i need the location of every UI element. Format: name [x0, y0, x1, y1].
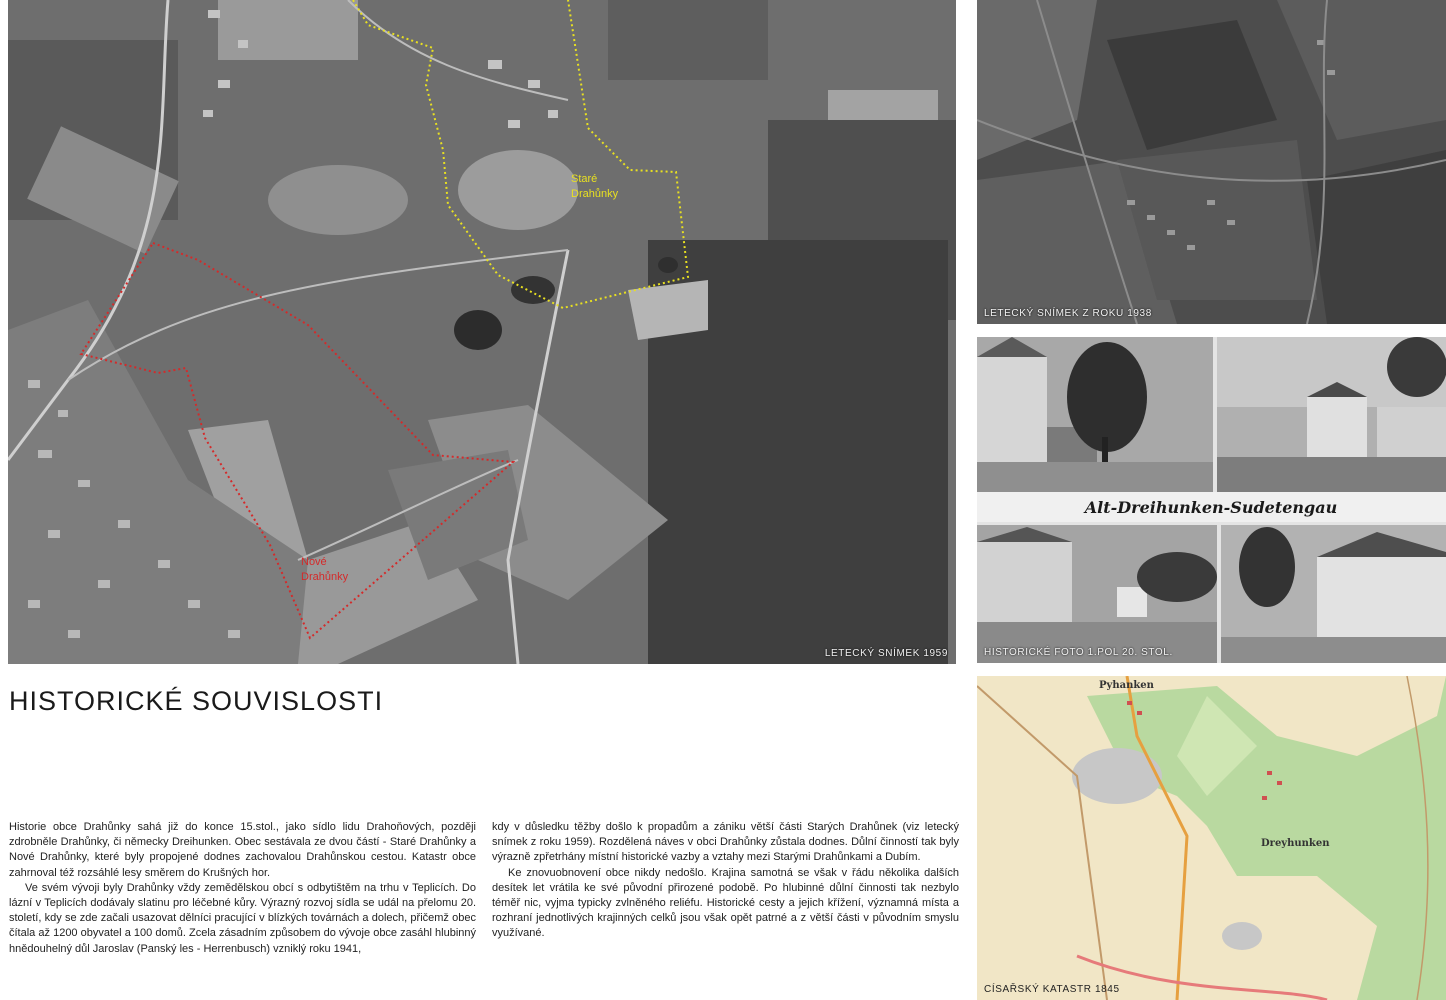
aerial-photo-1959-image — [8, 0, 956, 664]
paragraph: kdy v důsledku těžby došlo k propadům a zániku větší části Starých Drahůnek (viz letecký snímek z roku 1959). Rozdělená náves v obci Drahůnky zůstala dodnes. Důlní činností tak byly výrazně zpřetrhány místní historické vazby a vztahy mezi Starými Drahůnkami a Dubím. — [492, 821, 959, 864]
map-label-pyhanken: Pyhanken — [1099, 680, 1154, 691]
imperial-cadastre-map-image — [977, 676, 1446, 1000]
paragraph: Historie obce Drahůnky sahá již do konce 15.stol., jako sídlo lidu Drahoňových, později zdrobněle Drahůnky, či německy Dreihunken. Obec sestávala ze dvou částí - Staré Drahůnky a Nové Drahůnky, které byly propojené dodnes zachovalou Drahůnskou cestou. Katastr obce zahrnoval též rozsáhlé lesy směrem do Krušných hor. — [9, 821, 476, 879]
caption-cadastre: CÍSAŘSKÝ KATASTR 1845 — [984, 984, 1120, 995]
aerial-photo-1938 — [977, 0, 1446, 324]
text-column-2 — [492, 820, 959, 942]
label-nove-drahunky-line1: Nové — [301, 556, 327, 568]
postcard-banner-text: Alt-Dreihunken-Sudetengau — [1084, 498, 1338, 517]
historic-postcard — [977, 337, 1446, 663]
paragraph: Ve svém vývoji byly Drahůnky vždy zemědělskou obcí s odbytištěm na trhu v Teplicích. Do lázní v Teplicích dodávaly slatinu pro léčebné kůry. Výrazný rozvoj sídla se udál na přelomu 20. století, kdy se zde začali usazovat dělníci pracující v blízkých továrnách a dolech, přičemž obec čítala až 1200 obyvatel a 100 domů. Zcela zásadním způsobem do vývoje obce zasáhl hlubinný hnědouhelný důl Jaroslav (Panský les - Herrenbusch) vzniklý roku 1941, — [9, 881, 476, 955]
aerial-photo-1959 — [8, 0, 956, 664]
map-label-dreyhunken: Dreyhunken — [1261, 838, 1330, 849]
paragraph: Ke znovuobnovení obce nikdy nedošlo. Krajina samotná se však v řádu několika dalších desítek let vrátila ke své původní přirozené podobě. Po hlubinné důlní činnosti tak nezbylo téměř nic, vyjma typicky zvlněného reliéfu. Historické cesty a jejich křížení, významná místa a rozhraní jednotlivých krajinných celků jsou však opět patrné a z větší části v původním smyslu využívané. — [492, 866, 959, 940]
label-nove-drahunky-line2: Drahůnky — [301, 571, 349, 583]
label-stare-drahunky-line1: Staré — [571, 173, 598, 185]
caption-aerial-1938: LETECKÝ SNÍMEK Z ROKU 1938 — [984, 308, 1152, 319]
imperial-cadastre-map — [977, 676, 1446, 1000]
caption-postcard: HISTORICKÉ FOTO 1.POL 20. STOL. — [984, 647, 1173, 658]
label-stare-drahunky-line2: Drahůnky — [571, 188, 619, 200]
aerial-photo-1938-image — [977, 0, 1446, 324]
text-column-1 — [9, 820, 476, 957]
caption-aerial-1959: LETECKÝ SNÍMEK 1959 — [824, 648, 948, 659]
page-title: HISTORICKÉ SOUVISLOSTI — [9, 686, 384, 716]
historic-postcard-image — [977, 337, 1446, 663]
